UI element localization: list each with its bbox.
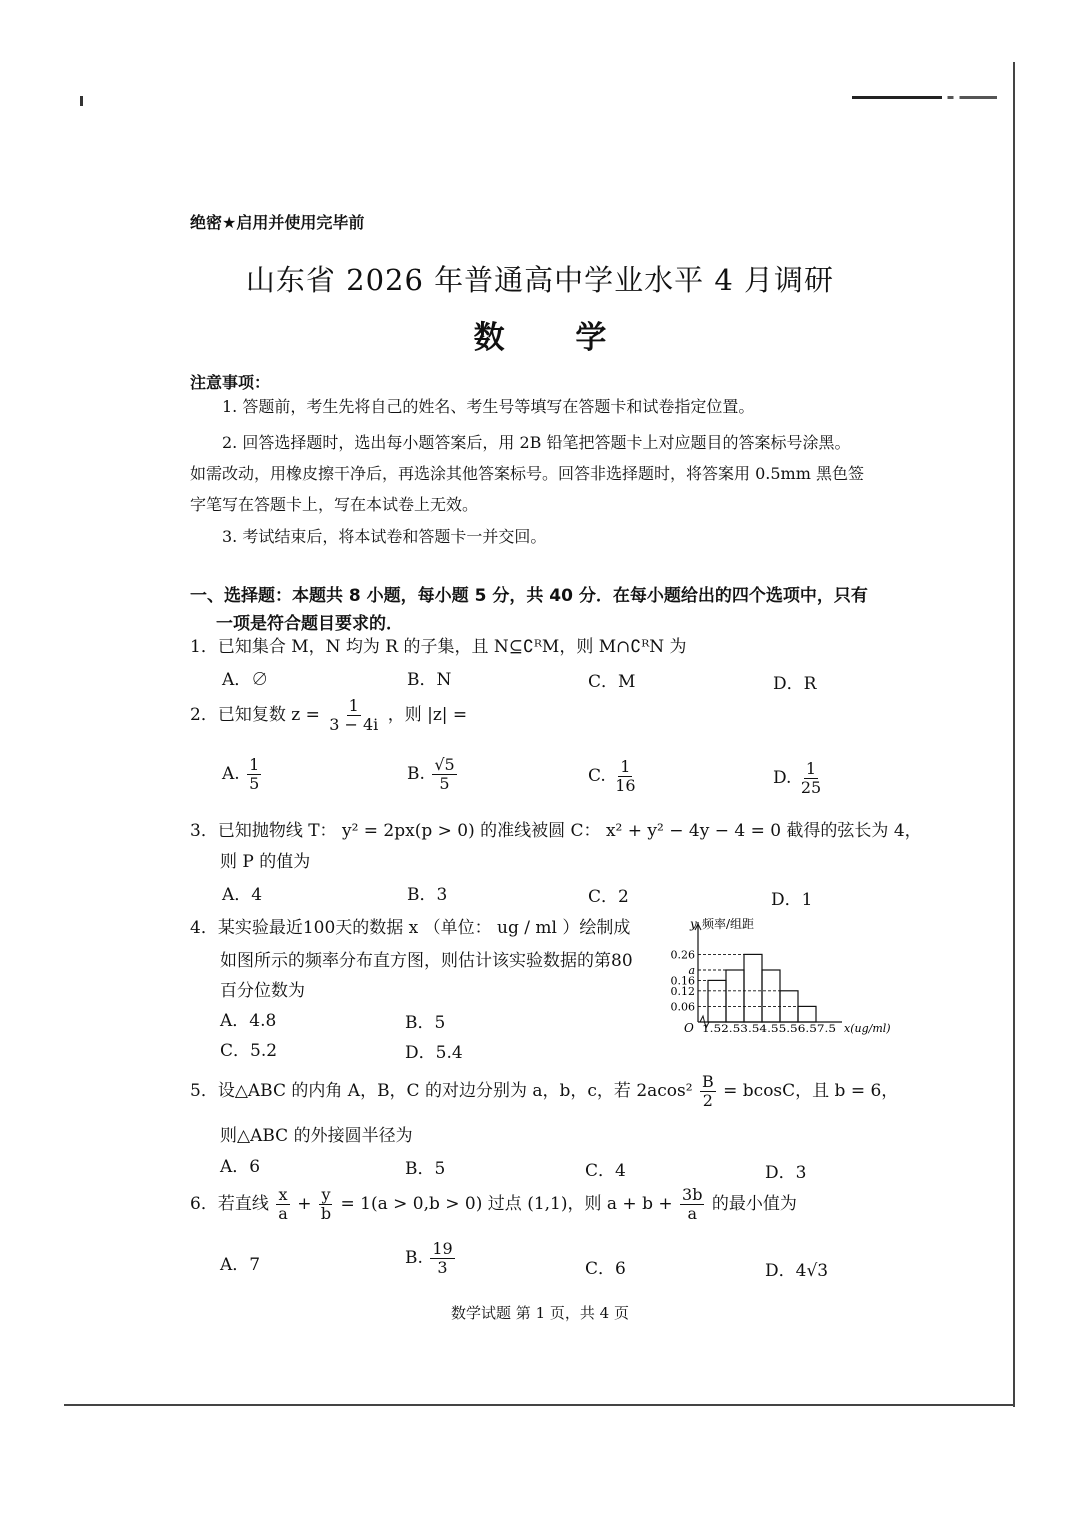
q4-option-c: C．5.2 <box>220 1041 278 1061</box>
q1-stem: 1．已知集合 M，N 均为 R 的子集，且 N⊆∁ᴿM，则 M∩∁ᴿN 为 <box>190 637 687 657</box>
q3-option-a: A．4 <box>222 885 263 905</box>
q2-frac-den: 3 − 4i <box>329 715 379 734</box>
subject-title: 数 学 <box>473 320 637 356</box>
q2-fraction <box>327 697 380 734</box>
q6-f3-num: 3b <box>682 1185 703 1204</box>
histogram-bar <box>744 954 762 1022</box>
q5-option-b: B．5 <box>405 1159 446 1179</box>
histogram-bar <box>762 970 780 1022</box>
q6-stem-prefix: 6．若直线 <box>190 1194 269 1214</box>
q2-option-d-den: 25 <box>800 778 822 797</box>
q6-option-b-num: 19 <box>432 1239 453 1258</box>
section-line-2: 一项是符合题目要求的． <box>216 614 403 634</box>
q2-option-a-den: 5 <box>249 774 260 793</box>
q2-option-a <box>222 756 263 793</box>
histogram-bar <box>708 980 726 1022</box>
q2-option-c <box>588 758 640 795</box>
q4-stem-line-2: 如图所示的频率分布直方图，则估计该实验数据的第80 <box>220 951 633 971</box>
y-tick-label: a <box>688 964 695 977</box>
q1-option-b: B．N <box>407 670 452 690</box>
q2-stem-prefix: 2．已知复数 z = <box>190 705 320 725</box>
q2-stem <box>190 697 467 734</box>
q2-option-d-letter: D. <box>773 768 792 788</box>
q5-frac-num: B <box>701 1072 714 1091</box>
q1-option-d: D．R <box>773 674 817 694</box>
q2-option-b-den: 5 <box>439 774 450 793</box>
q2-option-d-num: 1 <box>805 759 817 778</box>
notice-item-3: 3. 考试结束后，将本试卷和答题卡一并交回。 <box>222 527 547 546</box>
notice-heading: 注意事项： <box>190 373 271 392</box>
q6-option-a: A．7 <box>220 1255 261 1275</box>
origin-label: O <box>684 1021 694 1035</box>
q6-f2-num: y <box>321 1185 331 1204</box>
q4-option-b: B．5 <box>405 1013 446 1033</box>
q3-option-b: B．3 <box>407 885 448 905</box>
q5-option-d: D．3 <box>765 1163 807 1183</box>
q6-stem-mid: = 1(a > 0,b > 0) 过点 (1,1)，则 a + b + <box>340 1194 673 1214</box>
q6-f2-den: b <box>320 1204 332 1223</box>
y-tick-label: 0.26 <box>670 948 695 962</box>
q3-stem-line-2: 则 P 的值为 <box>220 852 311 872</box>
notice-item-2-cont2: 字笔写在答题卡上，写在本试卷上无效。 <box>190 495 479 514</box>
q2-option-c-den: 16 <box>615 776 636 795</box>
q5-stem <box>190 1073 898 1110</box>
x-tick-labels: 1.52.53.54.55.56.57.5 <box>702 1023 836 1035</box>
section-line-1: 一、选择题：本题共 8 小题，每小题 5 分，共 40 分．在每小题给出的四个选项中，只有 <box>190 586 868 606</box>
q2-option-a-num: 1 <box>249 755 260 774</box>
q6-option-c: C．6 <box>585 1259 626 1279</box>
q6-option-b-den: 3 <box>437 1258 448 1277</box>
notice-item-2: 2. 回答选择题时，选出每小题答案后，用 2B 铅笔把答题卡上对应题目的答案标号涂黑。 <box>222 433 851 452</box>
q2-frac-num: 1 <box>348 696 359 715</box>
q6-option-d: D．4√3 <box>765 1261 829 1281</box>
q4-option-d: D．5.4 <box>405 1043 463 1063</box>
frequency-histogram <box>664 914 904 1044</box>
section-heading <box>190 582 868 638</box>
q5-frac-den: 2 <box>702 1091 713 1110</box>
y-tick-label: 0.12 <box>670 984 695 998</box>
q2-option-d <box>773 760 825 797</box>
q6-stem-suffix: 的最小值为 <box>711 1194 797 1214</box>
q5-option-c: C．4 <box>585 1161 626 1181</box>
exam-title: 山东省 2026 年普通高中学业水平 4 月调研 <box>245 263 835 297</box>
q3-option-d: D．1 <box>771 890 813 910</box>
q6-f1-num: x <box>278 1185 288 1204</box>
top-rule <box>852 96 997 99</box>
q1-option-a: A．∅ <box>222 670 269 690</box>
q5-option-a: A．6 <box>220 1157 261 1177</box>
y-tick-label: 0.06 <box>670 1000 695 1014</box>
q6-option-b <box>405 1240 457 1277</box>
y-tick-label: 0.16 <box>670 974 695 988</box>
q3-stem-line-1: 3．已知抛物线 T： y² = 2px(p > 0) 的准线被圆 C： x² + y² − 4y − 4 = 0 截得的弦长为 4， <box>190 821 922 841</box>
q6-option-b-letter: B. <box>405 1248 423 1268</box>
q6-plus: + <box>297 1194 312 1214</box>
q5-stem-line-2: 则△ABC 的外接圆半径为 <box>220 1126 413 1146</box>
q2-option-c-num: 1 <box>620 757 631 776</box>
q2-option-b <box>407 756 459 793</box>
q1-option-c: C．M <box>588 672 636 692</box>
q3-option-c: C．2 <box>588 887 629 907</box>
notice-item-2-cont: 如需改动，用橡皮擦干净后，再选涂其他答案标号。回答非选择题时，将答案用 0.5mm 黑色签 <box>190 464 864 483</box>
q2-option-a-letter: A. <box>222 764 240 784</box>
histogram-bar <box>798 1006 816 1022</box>
q5-stem-suffix: = bcosC，且 b = 6， <box>723 1081 899 1101</box>
page-footer: 数学试题 第 1 页，共 4 页 <box>451 1304 629 1322</box>
y-axis-label: y <box>690 917 697 931</box>
q4-stem-line-3: 百分位数为 <box>220 981 305 1001</box>
q2-stem-suffix: ，则 |z| = <box>387 705 468 725</box>
q4-option-a: A．4.8 <box>220 1011 277 1031</box>
q6-f3-den: a <box>687 1204 698 1223</box>
q2-option-c-letter: C. <box>588 766 606 786</box>
q6-f1-den: a <box>278 1204 288 1223</box>
page-border-bottom <box>64 1404 1015 1406</box>
q6-stem <box>190 1186 797 1223</box>
chart-title: 频率/组距 <box>702 917 755 931</box>
q2-option-b-letter: B. <box>407 764 425 784</box>
notice-item-1: 1. 答题前，考生先将自己的姓名、考生号等填写在答题卡和试卷指定位置。 <box>222 397 755 416</box>
q5-stem-prefix: 5．设△ABC 的内角 A，B，C 的对边分别为 a，b，c，若 2acos² <box>190 1081 693 1101</box>
x-axis-label: x(ug/ml) <box>844 1022 891 1035</box>
scan-mark <box>80 96 83 106</box>
q2-option-b-num: √5 <box>434 755 455 774</box>
q4-stem-line-1: 4．某实验最近100天的数据 x （单位： ug / ml ）绘制成 <box>190 918 631 938</box>
histogram-bar <box>726 970 744 1022</box>
secret-label: 绝密★启用并使用完毕前 <box>190 213 365 232</box>
